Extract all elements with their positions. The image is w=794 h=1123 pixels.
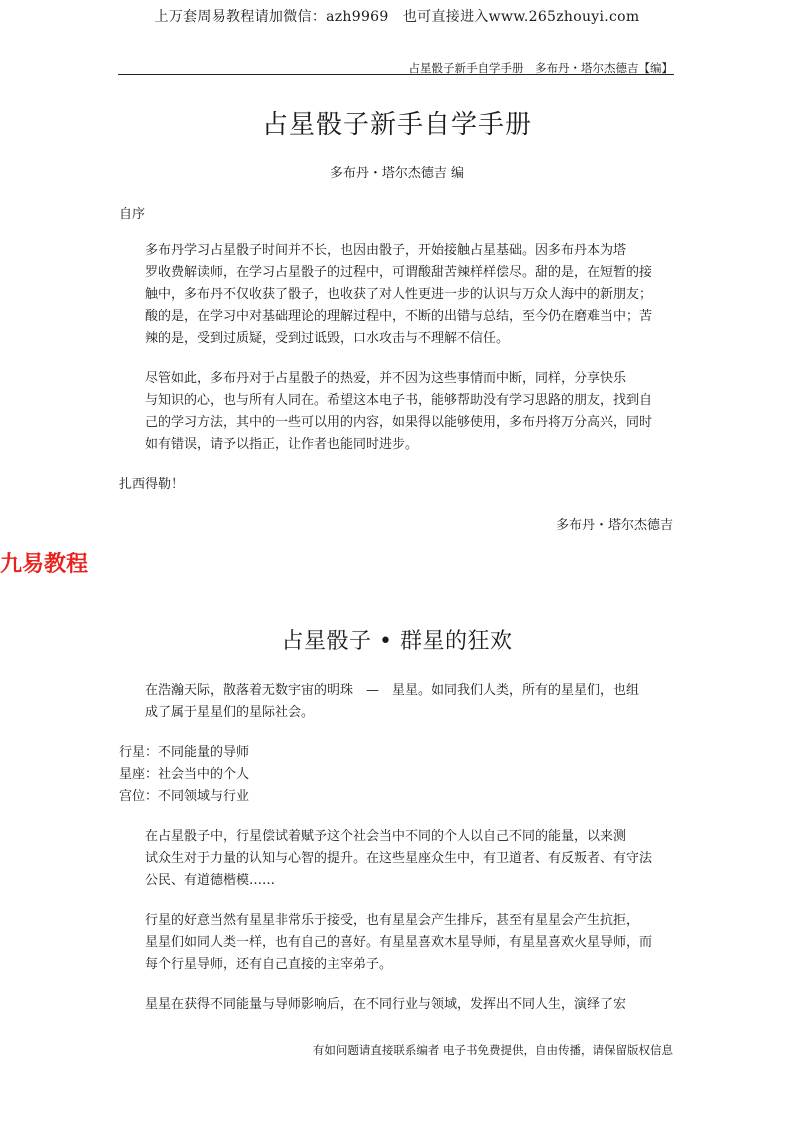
chapter-paragraph-2 (119, 826, 675, 892)
preface-heading: 自序 (119, 207, 146, 222)
text-line: 如有错误，请予以指正，让作者也能同时进步。 (145, 437, 419, 452)
footer-note: 有如问题请直接联系编者 电子书免费提供，自由传播，请保留版权信息 (312, 1043, 673, 1057)
text-line: 行星的好意当然有星星非常乐于接受，也有星星会产生排斥，甚至有星星会产生抗拒， (145, 913, 640, 928)
preface-paragraph-1 (119, 240, 675, 350)
text-line: 在浩瀚天际，散落着无数宇宙的明珠 — 星星。如同我们人类，所有的星星们，也组 (145, 683, 640, 698)
document-title: 占星骰子新手自学手册 (261, 110, 532, 140)
chapter-paragraph-3 (119, 910, 675, 976)
preface-paragraph-2 (119, 368, 675, 456)
text-line: 星星们如同人类一样，也有自己的喜好。有星星喜欢木星导师，有星星喜欢火星导师，而 (145, 935, 653, 950)
definition-item: 行星：不同能量的导师 (119, 745, 250, 760)
preface-closing: 扎西得勒！ (119, 477, 185, 492)
text-line: 尽管如此，多布丹对于占星骰子的热爱，并不因为这些事情而中断，同样，分享快乐 (145, 371, 627, 386)
top-banner: 上万套周易教程请加微信：azh9969 也可直接进入www.265zhouyi.com (154, 9, 640, 25)
text-line: 触中，多布丹不仅收获了骰子，也收获了对人性更进一步的认识与万众人海中的新朋友； (145, 287, 653, 302)
definition-list (119, 742, 675, 808)
header-rule (118, 74, 674, 75)
watermark-logo: 九易教程 (0, 552, 89, 577)
running-header: 占星骰子新手自学手册 多布丹・塔尔杰德吉【编】 (408, 61, 673, 75)
text-line: 成了属于星星们的星际社会。 (145, 705, 315, 720)
chapter-title: 占星骰子 • 群星的狂欢 (281, 629, 513, 654)
editor-line: 多布丹・塔尔杰德吉 编 (329, 166, 465, 181)
preface-signature: 多布丹・塔尔杰德吉 (555, 518, 673, 533)
text-line: 试众生对于力量的认知与心智的提升。在这些星座众生中，有卫道者、有反叛者、有守法 (145, 851, 653, 866)
text-line: 每个行星导师，还有自己直接的主宰弟子。 (145, 957, 393, 972)
text-line: 与知识的心，也与所有人同在。希望这本电子书，能够帮助没有学习思路的朋友，找到自 (145, 393, 653, 408)
chapter-paragraph-4 (119, 994, 675, 1016)
text-line: 多布丹学习占星骰子时间并不长，也因由骰子，开始接触占星基础。因多布丹本为塔 (145, 243, 627, 258)
definition-item: 宫位：不同领域与行业 (119, 789, 250, 804)
text-line: 在占星骰子中，行星偿试着赋予这个社会当中不同的个人以自己不同的能量，以来测 (145, 829, 627, 844)
text-line: 罗收费解读师，在学习占星骰子的过程中，可谓酸甜苦辣样样偿尽。甜的是，在短暂的接 (145, 265, 653, 280)
chapter-paragraph-1 (119, 680, 675, 724)
text-line: 星星在获得不同能量与导师影响后，在不同行业与领域，发挥出不同人生，演绎了宏 (145, 997, 627, 1012)
definition-item: 星座：社会当中的个人 (119, 767, 250, 782)
text-line: 辣的是，受到过质疑，受到过诋毁，口水攻击与不理解不信任。 (145, 331, 510, 346)
text-line: 己的学习方法，其中的一些可以用的内容，如果得以能够使用，多布丹将万分高兴，同时 (145, 415, 653, 430)
text-line: 酸的是，在学习中对基础理论的理解过程中，不断的出错与总结，至今仍在磨难当中；苦 (145, 309, 653, 324)
text-line: 公民、有道德楷模…… (145, 873, 276, 888)
